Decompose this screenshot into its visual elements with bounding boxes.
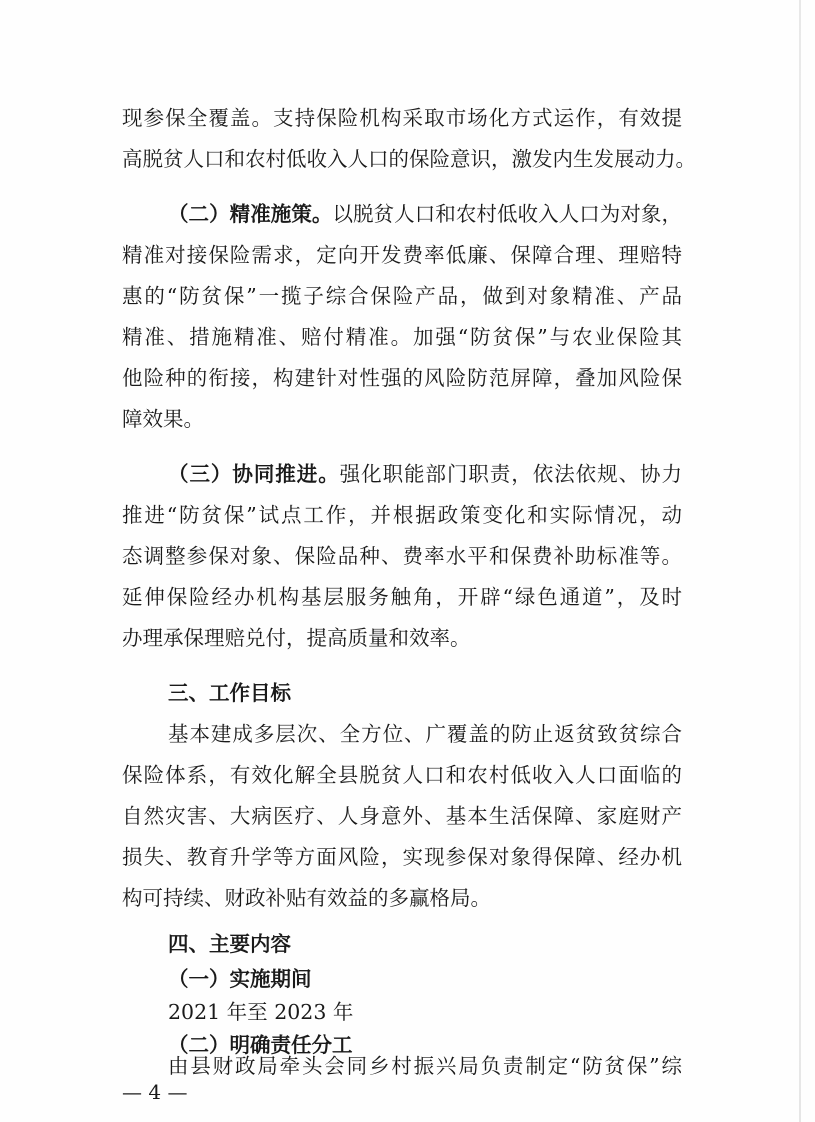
- period-text: 2021 年至 2023 年: [168, 1000, 354, 1024]
- section-paragraph-first-line: [168, 200, 682, 228]
- page-number: — 4 —: [122, 1080, 188, 1104]
- paragraph-line: 由县财政局牵头会同乡村振兴局负责制定“防贫保”综: [168, 1054, 682, 1078]
- paragraph-line: 高脱贫人口和农村低收入人口的保险意识，激发内生发展动力。: [122, 147, 696, 171]
- scan-edge: [799, 0, 801, 1122]
- paragraph-line: 态调整参保对象、保险品种、费率水平和保费补助标准等。: [122, 544, 682, 568]
- paragraph-line: 办理承保理赔兑付，提高质量和效率。: [122, 626, 471, 650]
- paragraph-lead: 强化职能部门职责，依法依规、协力: [339, 462, 683, 486]
- paragraph-line: 精准对接保险需求，定向开发费率低廉、保障合理、理赔特: [122, 243, 682, 267]
- sub-heading-period: （一）实施期间: [168, 967, 312, 991]
- chapter-heading-goals: 三、工作目标: [168, 681, 291, 705]
- paragraph-lead: 以脱贫人口和农村低收入人口为对象，: [332, 202, 682, 226]
- paragraph-line: 损失、教育升学等方面风险，实现参保对象得保障、经办机: [122, 845, 682, 869]
- chapter-heading-content: 四、主要内容: [168, 932, 291, 956]
- paragraph-line: 保险体系，有效化解全县脱贫人口和农村低收入人口面临的: [122, 763, 682, 787]
- paragraph-line: 现参保全覆盖。支持保险机构采取市场化方式运作，有效提: [122, 106, 682, 130]
- paragraph-line: 推进“防贫保”试点工作，并根据政策变化和实际情况，动: [122, 503, 682, 527]
- section-paragraph-first-line: [168, 460, 682, 488]
- paragraph-line: 自然灾害、大病医疗、人身意外、基本生活保障、家庭财产: [122, 804, 682, 828]
- paragraph-line: 障效果。: [122, 407, 204, 431]
- paragraph-line: 惠的“防贫保”一揽子综合保险产品，做到对象精准、产品: [122, 284, 682, 308]
- sub-heading-responsibility: （二）明确责任分工: [168, 1033, 353, 1057]
- paragraph-line: 他险种的衔接，构建针对性强的风险防范屏障，叠加风险保: [122, 366, 682, 390]
- paragraph-line: 精准、措施精准、赔付精准。加强“防贫保”与农业保险其: [122, 325, 682, 349]
- section-heading-2: （二）精准施策。: [168, 202, 333, 226]
- paragraph-line: 延伸保险经办机构基层服务触角，开辟“绿色通道”，及时: [122, 585, 682, 609]
- paragraph-line: 构可持续、财政补贴有效益的多赢格局。: [122, 886, 491, 910]
- paragraph-line: 基本建成多层次、全方位、广覆盖的防止返贫致贫综合: [168, 722, 682, 746]
- section-heading-3: （三）协同推进。: [168, 462, 340, 486]
